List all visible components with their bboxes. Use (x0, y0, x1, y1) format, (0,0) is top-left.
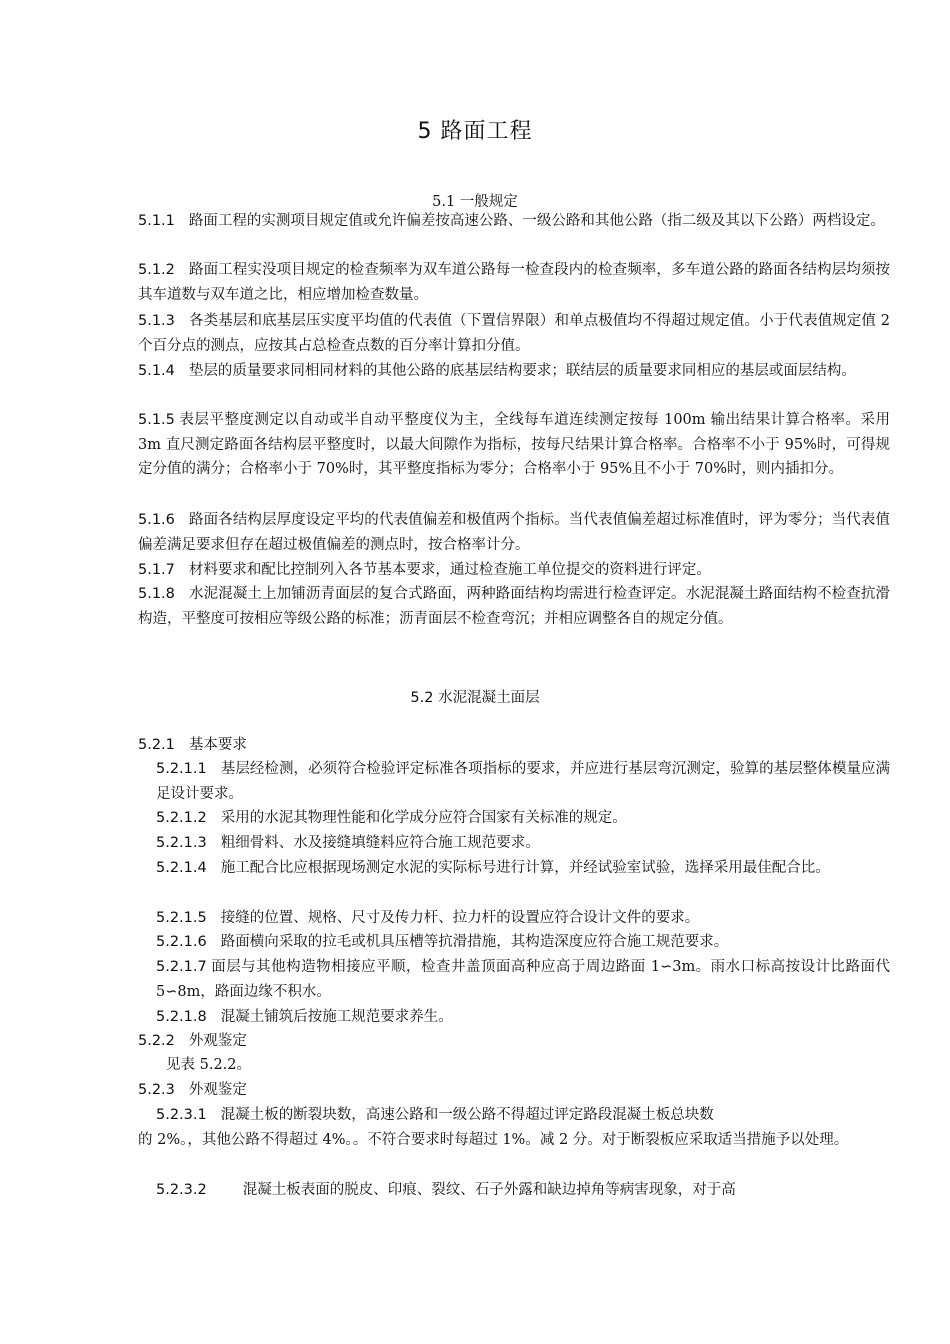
clause-5-1-3: 5.1.3 各类基层和底基层压实度平均值的代表值（下置信界限）和单点极值均不得超过规定值。小于代表值规定值 2 个百分点的测点，应按其占总检查点数的百分率计算扣分值。 (138, 313, 890, 354)
clause-5-1-5: 5.1.5 表层平整度测定以自动或半自动平整度仪为主，全线每车道连续测定按每 100m 输出结果计算合格率。采用 3m 直尺测定路面各结构层平整度时，以最大间隙作为指标，按每尺结果计算合格率。合格率不小于 95%时，可得规定分值的满分；合格率小于 70%时，其平整度指标为零分；合格率小于 95%且不小于 70%时，则内插扣分。 (138, 412, 890, 477)
clause-5-2-1-5: 5.2.1.5 接缝的位置、规格、尺寸及传力杆、拉力杆的设置应符合设计文件的要求。 (156, 910, 700, 926)
clause-5-2-1: 5.2.1 基本要求 (138, 737, 247, 753)
clause-5-2-3-2: 5.2.3.2 混凝土板表面的脱皮、印痕、裂纹、石子外露和缺边掉角等病害现象，对于高 (156, 1182, 736, 1198)
clause-5-2-3-1: 5.2.3.1 混凝土板的断裂块数，高速公路和一级公路不得超过评定路段混凝土板总块数 (156, 1107, 714, 1123)
clause-5-2-3: 5.2.3 外观鉴定 (138, 1082, 247, 1098)
clause-5-2-3-1-continued: 的 2%。，其他公路不得超过 4%。。不符合要求时每超过 1%。减 2 分。对于断裂板应采取适当措施予以处理。 (138, 1132, 849, 1148)
clause-5-2-1-7: 5.2.1.7 面层与其他构造物相接应平顺，检查井盖顶面高种应高于周边路面 1∽3m。雨水口标高按设计比路面代 5∽8m，路面边缘不积水。 (156, 959, 890, 1000)
clause-5-1-2: 5.1.2 路面工程实没项目规定的检查频率为双车道公路每一检查段内的检查频率，多车道公路的路面各结构层均须按其车道数与双车道之比，相应增加检查数量。 (138, 262, 890, 303)
clause-5-1-1: 5.1.1 路面工程的实测项目规定值或允许偏差按高速公路、一级公路和其他公路（指二级及其以下公路）两档设定。 (138, 213, 885, 229)
clause-5-1-8: 5.1.8 水泥混凝土上加铺沥青面层的复合式路面，两种路面结构均需进行检查评定。水泥混凝土路面结构不检查抗滑构造，平整度可按相应等级公路的标准；沥青面层不检查弯沉；并相应调整各自的规定分值。 (138, 586, 890, 627)
clause-5-2-1-1: 5.2.1.1 基层经检测，必须符合检验评定标准各项指标的要求，并应进行基层弯沉测定，验算的基层整体模量应满足设计要求。 (156, 761, 890, 802)
clause-5-2-2: 5.2.2 外观鉴定 (138, 1033, 247, 1049)
clause-5-2-1-4: 5.2.1.4 施工配合比应根据现场测定水泥的实际标号进行计算，并经试验室试验，选择采用最佳配合比。 (156, 860, 830, 876)
clause-5-2-1-2: 5.2.1.2 采用的水泥其物理性能和化学成分应符合国家有关标准的规定。 (156, 810, 627, 826)
clause-5-2-1-6: 5.2.1.6 路面横向采取的拉毛或机具压槽等抗滑措施，其构造深度应符合施工规范要求。 (156, 934, 729, 950)
clause-5-2-2-note: 见表 5.2.2。 (166, 1057, 252, 1073)
clause-5-1-4: 5.1.4 垫层的质量要求同相同材料的其他公路的底基层结构要求；联结层的质量要求同相应的基层或面层结构。 (138, 363, 856, 379)
clause-5-1-7: 5.1.7 材料要求和配比控制列入各节基本要求，通过检查施工单位提交的资料进行评定。 (138, 562, 711, 578)
clause-5-2-1-3: 5.2.1.3 粗细骨料、水及接缝填缝料应符合施工规范要求。 (156, 835, 540, 851)
section-heading-5-1: 5.1 一般规定 (432, 194, 518, 210)
clause-5-1-6: 5.1.6 路面各结构层厚度设定平均的代表值偏差和极值两个指标。当代表值偏差超过标准值时，评为零分；当代表值偏差满足要求但存在超过极值偏差的测点时，按合格率计分。 (138, 512, 890, 553)
section-heading-5-2: 5.2 水泥混凝土面层 (410, 690, 540, 706)
clause-5-2-1-8: 5.2.1.8 混凝土铺筑后按施工规范要求养生。 (156, 1009, 453, 1025)
page-title: 5 路面工程 (417, 119, 533, 144)
